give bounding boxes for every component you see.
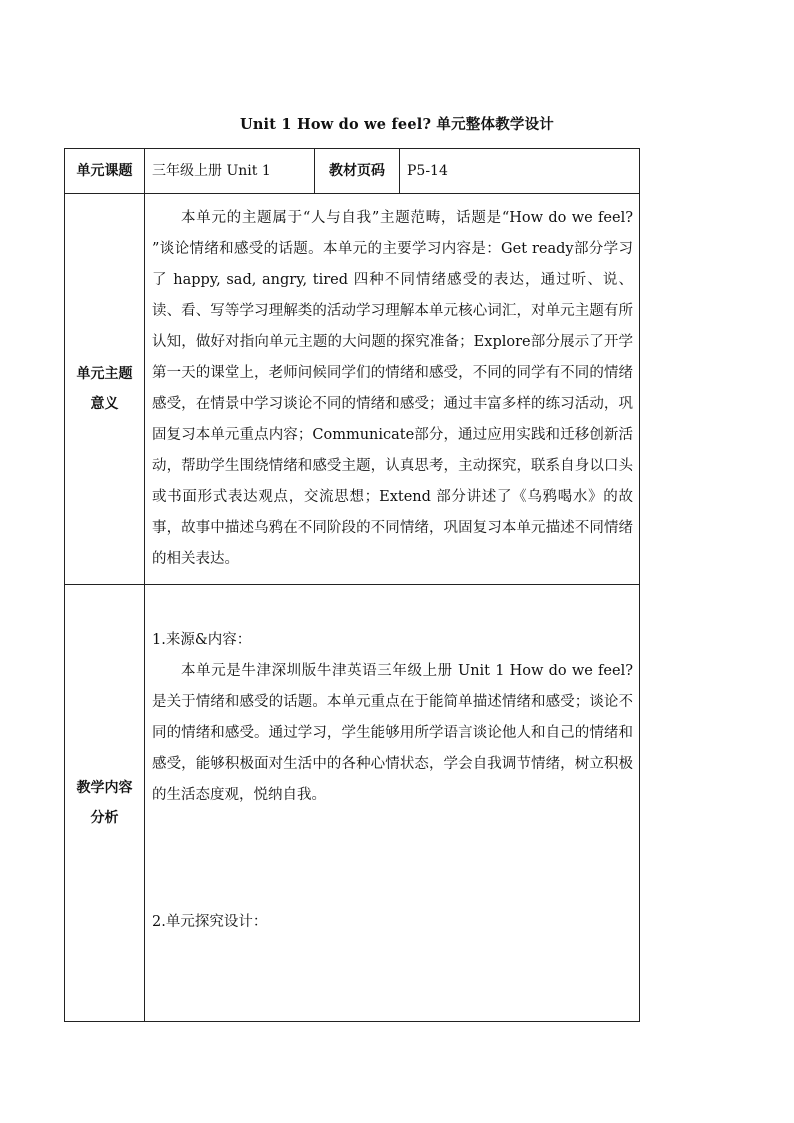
table-row [65, 585, 640, 1022]
source-content-text: 本单元是牛津深圳版牛津英语三年级上册 Unit 1 How do we feel?是关于情绪和感受的话题。本单元重点在于能简单描述情绪和感受；谈论不同的情绪和感受。通过学习，学生能够用所学语言谈论他人和自己的情绪和感受，能够积极面对生活中的各种心情状态，学会自我调节情绪，树立积极的生活态度观，悦纳自我。 [152, 663, 633, 803]
content-analysis-label [65, 585, 145, 1022]
unit-topic-value: 三年级上册 Unit 1 [145, 149, 315, 194]
unit-topic-label: 单元课题 [65, 149, 145, 194]
content-analysis-label-line2: 分析 [90, 810, 119, 826]
unit-theme-label-line1: 单元主题 [76, 366, 133, 382]
content-analysis-label-line1: 教学内容 [76, 780, 133, 796]
textbook-pages-value: P5-14 [400, 149, 640, 194]
unit-theme-label [65, 194, 145, 585]
unit-inquiry-heading: 2.单元探究设计： [152, 914, 268, 930]
source-content-heading: 1.来源&内容： [152, 632, 252, 648]
unit-design-table [64, 148, 640, 1022]
page-title: Unit 1 How do we feel? 单元整体教学设计 [239, 116, 555, 133]
unit-theme-content [145, 194, 640, 585]
table-row [65, 194, 640, 585]
textbook-pages-label: 教材页码 [315, 149, 400, 194]
unit-theme-text: 本单元的主题属于“人与自我”主题范畴，话题是“How do we feel? ”谈论情绪和感受的话题。本单元的主要学习内容是：Get ready部分学习了 happy, sad, angry, tired 四种不同情绪感受的表达，通过听、说、读、看、写等学习理解类的活动学习理解本单元核心词汇，对单元主题有所认知，做好对指向单元主题的大问题的探究准备；Explore部分展示了开学第一天的课堂上，老师问候同学们的情绪和感受，不同的同学有不同的情绪感受，在情景中学习谈论不同的情绪和感受；通过丰富多样的练习活动，巩固复习本单元重点内容；Communicate部分，通过应用实践和迁移创新活动，帮助学生围绕情绪和感受主题，认真思考，主动探究，联系自身以口头或书面形式表达观点，交流思想；Extend 部分讲述了《乌鸦喝水》的故事，故事中描述乌鸦在不同阶段的不同情绪，巩固复习本单元描述不同情绪的相关表达。 [152, 210, 633, 567]
table-row [65, 149, 640, 194]
unit-theme-label-line2: 意义 [90, 396, 119, 412]
content-analysis-content [145, 585, 640, 1022]
